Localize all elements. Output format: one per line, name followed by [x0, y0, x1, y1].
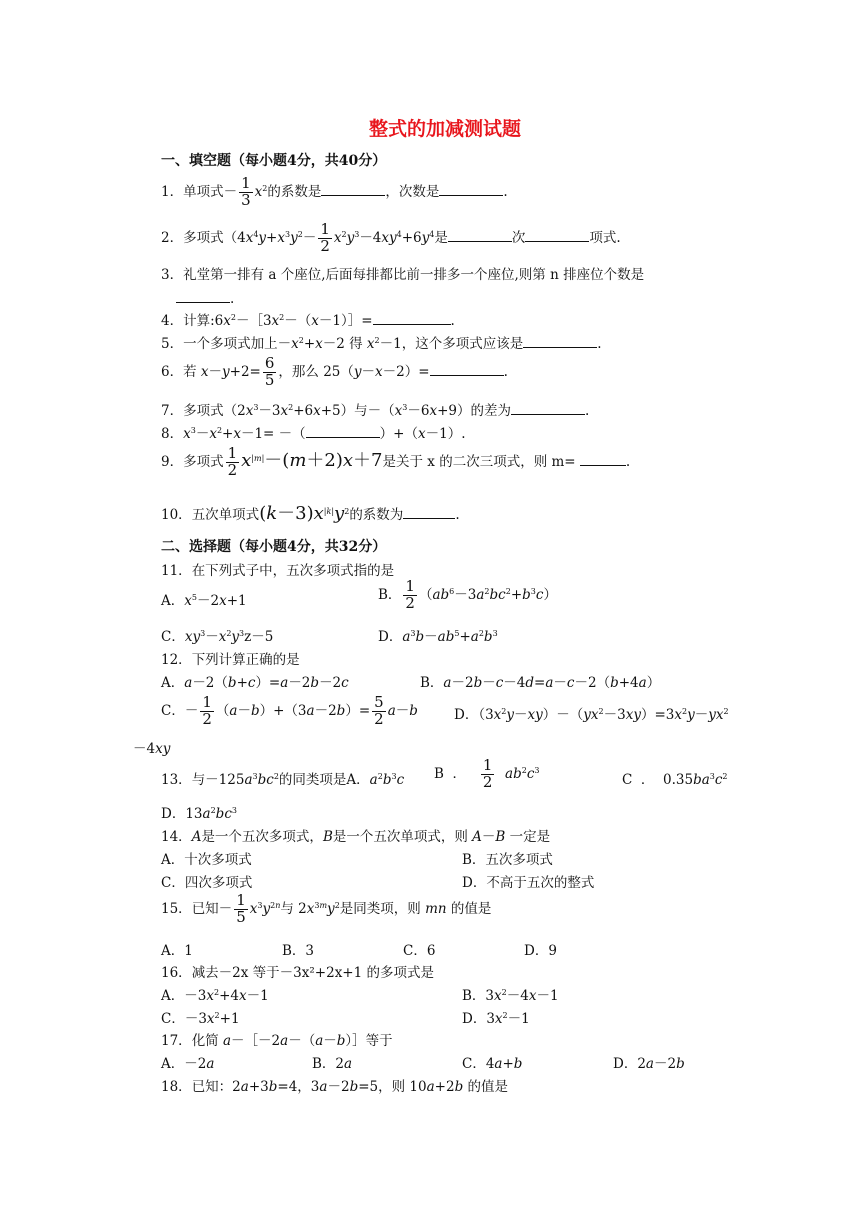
question-1: 1．单项式－ $\frac{1}{3}$ $x^2$的系数是 ，次数是 . [161, 174, 508, 209]
option-11-c: C．$xy^3-x^2y^3z-5$ [161, 629, 274, 645]
question-number: 9． [161, 453, 184, 470]
question-3-blank: . [176, 290, 234, 307]
question-number: 5． [161, 336, 184, 352]
fraction: $\frac{1}{2}$ [227, 444, 238, 479]
question-number: 13． [161, 772, 192, 788]
question-number: 14． [161, 829, 192, 845]
option-12-a: A．a－2（b+c）=a－2b－2c [161, 675, 349, 691]
question-number: 12． [161, 652, 192, 668]
question-number: 10． [161, 507, 192, 523]
question-number: 17． [161, 1033, 192, 1049]
question-10: 10．五次单项式$(k-3)x^{|k|}y^2$的系数为 . [161, 503, 460, 524]
question-14: 14．A是一个五次多项式，B是一个五次单项式，则 A－B 一定是 [161, 829, 551, 845]
option-13-b: B ． $\frac{1}{2}$ $ab^2c^3$ [434, 756, 540, 791]
question-number: 3． [161, 267, 184, 283]
fraction: $\frac{1}{3}$ [241, 174, 251, 209]
option-15-a: A．1 [161, 943, 193, 959]
question-2: 2．多项式（$4x^4y+x^3y^2-$ $\frac{1}{2}$ $x^2y^3-4xy^4+6y^4$是 次 项式. [161, 220, 621, 255]
question-number: 11． [161, 563, 192, 579]
question-15: 15．已知－ $\frac{1}{5}$ $x^3y^{2n}$与 $2x^{3m}y^2$是同类项，则 mn 的值是 [161, 891, 492, 926]
option-15-b: B．3 [282, 943, 315, 959]
fraction: $\frac{1}{2}$ [482, 756, 493, 791]
question-number: 8． [161, 426, 184, 442]
question-12 [161, 652, 300, 668]
option-17-a: A．－2a [161, 1056, 215, 1072]
option-17-c: C．4a+b [462, 1056, 523, 1072]
option-15-d: D．9 [524, 943, 557, 959]
option-16-d: D．$3x^2-1$ [462, 1011, 530, 1027]
option-17-d: D．2a－2b [613, 1056, 685, 1072]
fraction: $\frac{1}{5}$ [236, 891, 246, 926]
option-12-d: D．$(3x^2y-xy)-(yx^2-3xy)=3x^2y-yx^2$ [454, 707, 729, 723]
option-16-c: C．$-3x^2+1$ [161, 1011, 240, 1027]
option-15-c: C．6 [403, 943, 436, 959]
question-number: 7． [161, 403, 184, 419]
question-17: 17．化简 a－［－2a－（a－b）］等于 [161, 1033, 393, 1049]
question-6: 6．若 x－y+2= $\frac{6}{5}$ ，那么 25（y－x－2）= . [161, 354, 508, 389]
question-number: 1． [161, 183, 184, 200]
question-number: 15． [161, 900, 192, 917]
question-13: 13．与$-125a^3bc^2$的同类项是A．$a^2b^3c$ [161, 772, 405, 788]
section-choice-heading: 二、选择题（每小题4分，共32分） [161, 539, 387, 555]
question-text: 减去－2x 等于－3x²+2x+1 的多项式是 [191, 965, 435, 981]
question-number: 4． [161, 313, 184, 329]
question-3 [161, 267, 644, 283]
question-number: 16． [161, 965, 192, 981]
option-14-c: C．四次多项式 [161, 875, 253, 891]
question-number: 6． [161, 363, 184, 380]
fraction: $\frac{1}{2}$ [202, 693, 212, 728]
option-13-c: C ． $0.35ba^3c^2$ [622, 772, 728, 788]
question-5: 5．一个多项式加上$-x^2+x-2$ 得 $x^2-1$，这个多项式应该是 . [161, 336, 602, 352]
option-14-d: D．不高于五次的整式 [462, 875, 595, 891]
question-text: 在下列式子中，五次多项式指的是 [191, 563, 395, 579]
option-17-b: B．2a [312, 1056, 353, 1072]
question-text: 下列计算正确的是 [191, 652, 300, 668]
option-12-d-cont: －4xy [133, 741, 171, 757]
page-title: 整式的加减测试题 [369, 118, 522, 140]
question-18: 18．已知：2a+3b=4，3a－2b=5，则 10a+2b 的值是 [161, 1079, 509, 1095]
fraction: $\frac{1}{2}$ [320, 220, 330, 255]
option-16-a: A．$-3x^2+4x-1$ [161, 988, 269, 1004]
question-9: 9．多项式 $\frac{1}{2}$ $x^{|m|}-(m+2)x+7$是关于 x 的二次三项式，则 m= . [161, 444, 631, 479]
option-12-b: B．a－2b－c－4d=a－c－2（b+4a） [420, 675, 661, 691]
question-8: 8．$x^3-x^2+x-1=$ －（ ）+（x－1）. [161, 426, 466, 442]
option-16-b: B．$3x^2-4x-1$ [462, 988, 559, 1004]
option-11-b: B． $\frac{1}{2}$ $(ab^6-3a^2bc^2+b^3c)$ [378, 577, 557, 612]
fraction: $\frac{5}{2}$ [374, 693, 384, 728]
question-number: 2． [161, 229, 184, 246]
section-fill-blank-heading: 一、填空题（每小题4分，共40分） [161, 153, 387, 169]
question-16 [161, 965, 434, 981]
option-14-b: B．五次多项式 [462, 852, 553, 868]
option-12-c: C．－ $\frac{1}{2}$ （a－b）+（3a－2b）= $\frac{5}{2}$ a－b [161, 693, 418, 728]
fraction: $\frac{1}{2}$ [405, 577, 415, 612]
question-11 [161, 563, 394, 579]
option-11-d: D．$a^3b-ab^5+a^2b^3$ [378, 629, 498, 645]
option-13-d: D．$13a^2bc^3$ [161, 806, 237, 822]
question-4: 4．计算$:6x^2-[3x^2-(x-1)]=$ . [161, 313, 455, 329]
question-text: 礼堂第一排有 a 个座位,后面每排都比前一排多一个座位,则第 n 排座位个数是 [183, 267, 645, 283]
option-14-a: A．十次多项式 [161, 852, 252, 868]
question-7: 7．多项式$(2x^3-3x^2+6x+5)$与$-(x^3-6x+9)$的差为 . [161, 403, 590, 419]
question-number: 18． [161, 1079, 192, 1095]
fraction: $\frac{6}{5}$ [264, 354, 275, 389]
option-11-a: A．$x^5-2x+1$ [161, 593, 247, 609]
